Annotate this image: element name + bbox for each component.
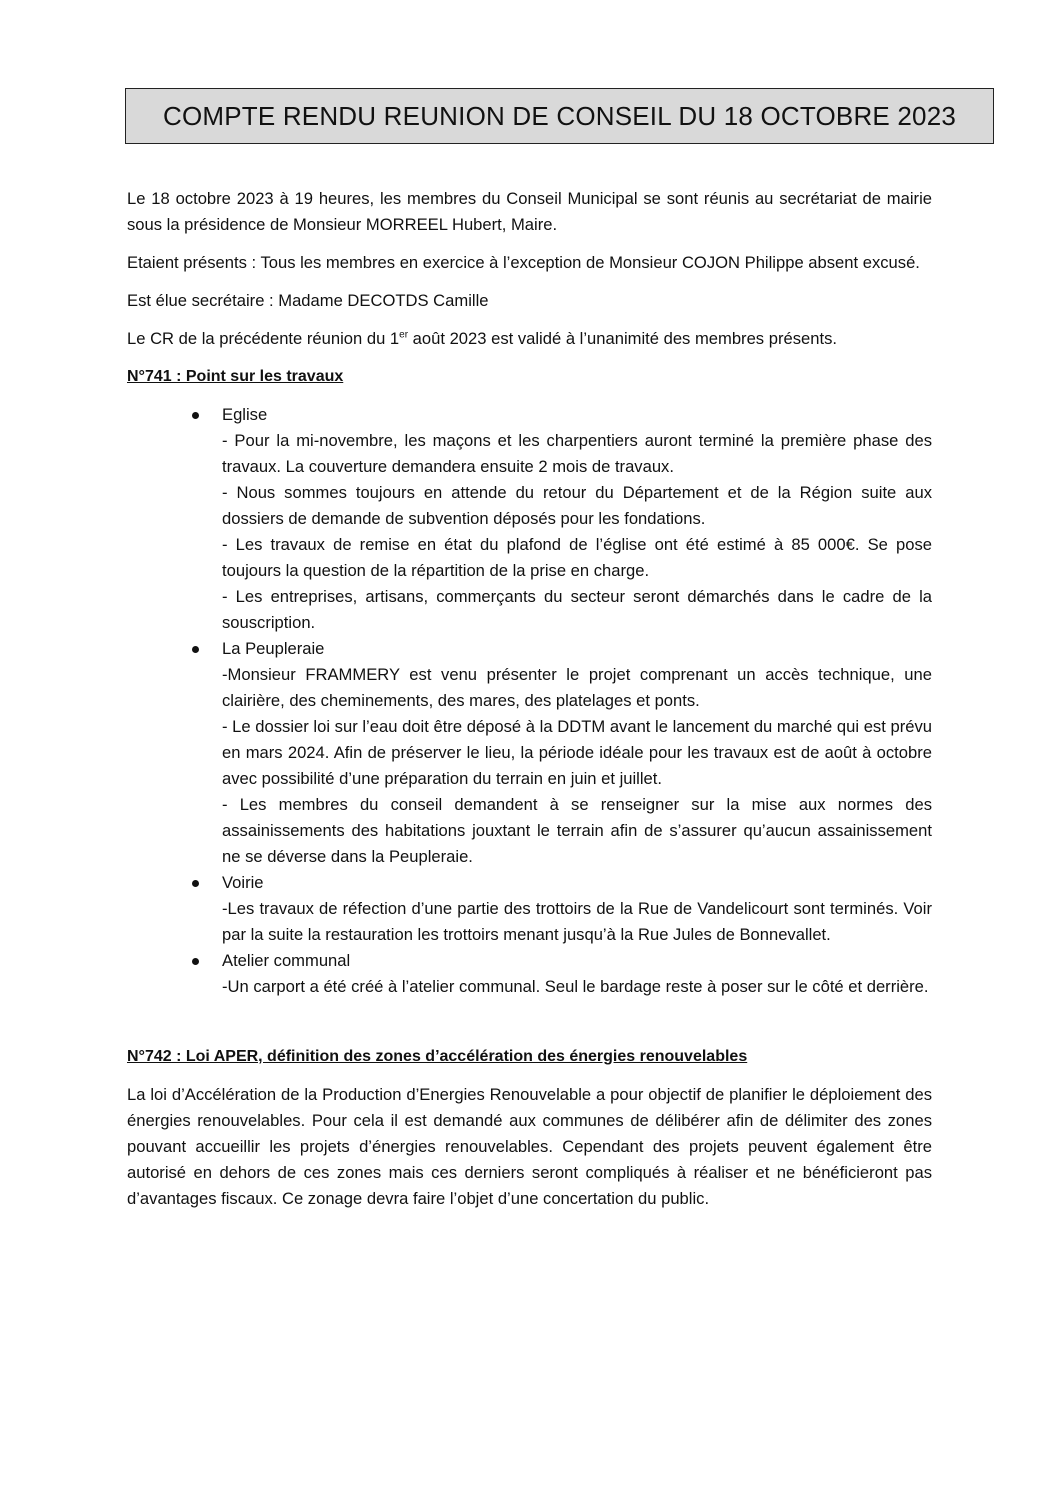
intro-paragraph: Le 18 octobre 2023 à 19 heures, les membres du Conseil Municipal se sont réunis au secrétariat de mairie sous la présidence de Monsieur MORREEL Hubert, Maire. <box>127 189 932 234</box>
section-heading-742: N°742 : Loi APER, définition des zones d’accélération des énergies renouvelables <box>127 1048 748 1065</box>
item-line: -Monsieur FRAMMERY est venu présenter le projet comprenant un accès technique, une clairière, des cheminements, des mares, des platelages et ponts. <box>222 665 932 710</box>
item-line: -Les travaux de réfection d’une partie des trottoirs de la Rue de Vandelicourt sont terminés. Voir par la suite la restauration les trottoirs menant jusqu’à la Rue Jules de Bonnevallet. <box>222 899 932 944</box>
validation-superscript: er <box>399 329 409 341</box>
item-title: Atelier communal <box>222 951 351 970</box>
item-line: - Les entreprises, artisans, commerçants du secteur seront démarchés dans le cadre de la souscription. <box>222 587 932 632</box>
aper-paragraph: La loi d’Accélération de la Production d’Energies Renouvelable a pour objectif de planifier le déploiement des énergies renouvelables. Pour cela il est demandé aux communes de délibérer afin de délimiter des zones pouvant accueillir les projets d’énergies renouvelables. Cependant des projets peuvent également être autorisé en dehors de ces zones mais ces derniers seront compliqués à réaliser et ne bénéficieront pas d’avantages fiscaux. Ce zonage devra faire l’objet d’une concertation du public. <box>127 1085 932 1208</box>
bullet-icon <box>192 412 199 419</box>
bullet-icon <box>192 880 199 887</box>
title-box <box>125 88 994 144</box>
attendance-paragraph: Etaient présents : Tous les membres en exercice à l’exception de Monsieur COJON Philippe absent excusé. <box>127 253 920 272</box>
item-title: Eglise <box>222 405 268 424</box>
document-title: COMPTE RENDU REUNION DE CONSEIL DU 18 OCTOBRE 2023 <box>162 100 957 131</box>
validation-paragraph <box>127 326 932 352</box>
list-item-peupleraie <box>222 636 932 870</box>
document-body <box>127 186 932 1224</box>
bullet-icon <box>192 646 199 653</box>
list-item-voirie <box>222 870 932 948</box>
validation-text-end: août 2023 est validé à l’unanimité des membres présents. <box>408 329 837 348</box>
list-item-atelier <box>222 948 932 1000</box>
item-line: -Un carport a été créé à l’atelier communal. Seul le bardage reste à poser sur le côté et derrière. <box>222 977 929 996</box>
works-list <box>127 402 932 1000</box>
section-spacer <box>127 1000 932 1044</box>
bullet-icon <box>192 958 199 965</box>
list-item-eglise <box>222 402 932 636</box>
section-heading-741: N°741 : Point sur les travaux <box>127 368 344 385</box>
item-line: - Pour la mi-novembre, les maçons et les charpentiers auront terminé la première phase des travaux. La couverture demandera ensuite 2 mois de travaux. <box>222 431 932 476</box>
validation-text-start: Le CR de la précédente réunion du 1 <box>127 329 400 348</box>
item-line: - Le dossier loi sur l’eau doit être déposé à la DDTM avant le lancement du marché qui est prévu en mars 2024. Afin de préserver le lieu, la période idéale pour les travaux est de août à octobre avec possibilité d’une préparation du terrain en juin et juillet. <box>222 717 932 788</box>
item-title: La Peupleraie <box>222 639 325 658</box>
item-line: - Les membres du conseil demandent à se renseigner sur la mise aux normes des assainissements des habitations jouxtant le terrain afin de s’assurer qu’aucun assainissement ne se déverse dans la Peupleraie. <box>222 795 932 866</box>
secretary-paragraph: Est élue secrétaire : Madame DECOTDS Camille <box>127 291 489 310</box>
item-title: Voirie <box>222 873 264 892</box>
item-line: - Nous sommes toujours en attende du retour du Département et de la Région suite aux dossiers de demande de subvention déposés pour les fondations. <box>222 483 932 528</box>
item-line: - Les travaux de remise en état du plafond de l’église ont été estimé à 85 000€. Se pose toujours la question de la répartition de la prise en charge. <box>222 535 932 580</box>
